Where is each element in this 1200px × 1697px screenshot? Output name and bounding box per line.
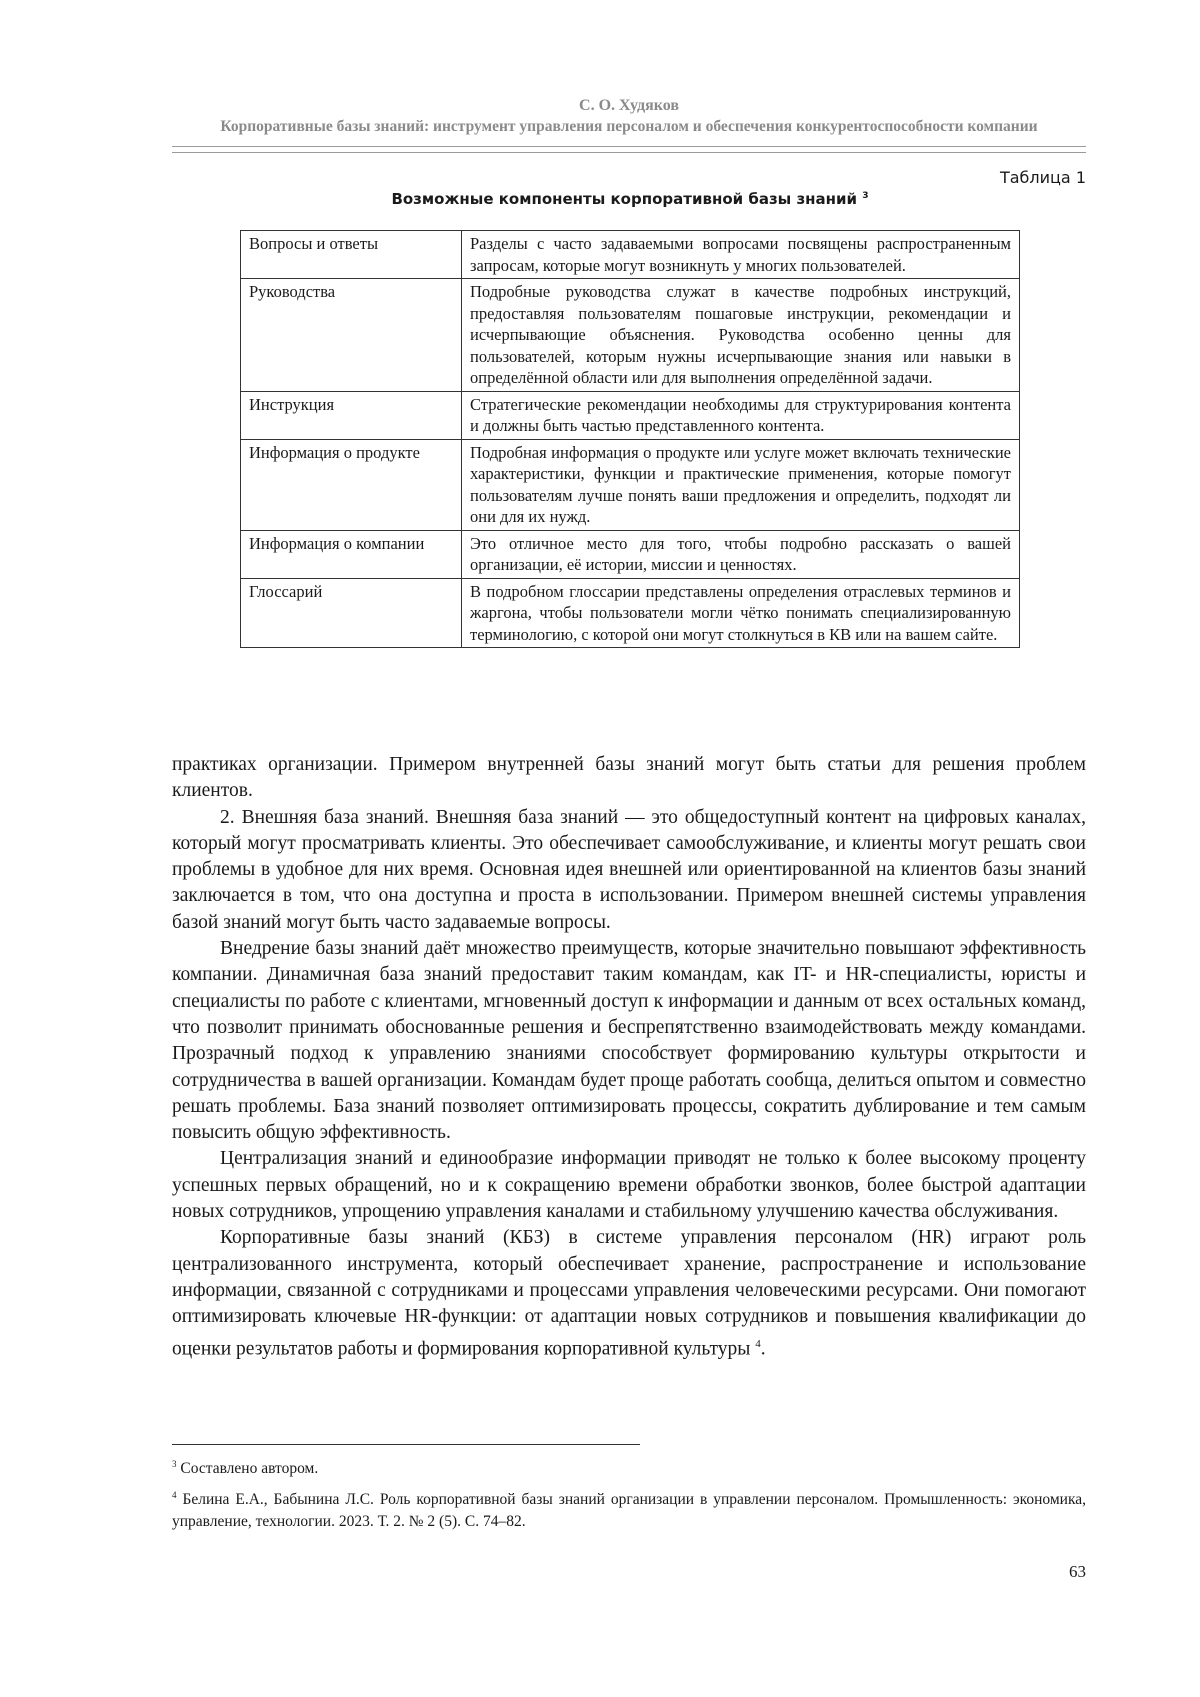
table-row	[241, 439, 1020, 530]
table-row	[241, 279, 1020, 392]
table-cell-description: Это отличное место для того, чтобы подробно рассказать о вашей организации, её истории, миссии и ценностях.	[462, 530, 1020, 578]
table-cell-term: Инструкция	[241, 391, 462, 439]
footnote-text: Белина Е.А., Бабынина Л.С. Роль корпоративной базы знаний организации в управлении персоналом. Промышленность: экономика, управление, технологии. 2023. Т. 2. № 2 (5). С. 74–82.	[172, 1491, 1086, 1531]
footnote-mark: 3	[172, 1459, 177, 1469]
paragraph-text: Корпоративные базы знаний (КБЗ) в системе управления персоналом (HR) играют роль централизованного инструмента, который обеспечивает хранение, распространение и использование информации, связанной с сотрудниками и процессами управления человеческими ресурсами. Они помогают оптимизировать ключевые HR-функции: от адаптации новых сотрудников и повышения квалификации до оценки результатов работы и формирования корпоративной культуры	[172, 1227, 1086, 1360]
table-row	[241, 391, 1020, 439]
page-number: 63	[1069, 1562, 1086, 1581]
paragraph	[172, 1225, 1086, 1362]
footnote-ref: 3	[862, 191, 869, 201]
table-cell-description: В подробном глоссарии представлены определения отраслевых терминов и жаргона, чтобы пользователи могли чётко понимать специализированную терминологию, с которой они могут столкнуться в КВ или на вашем сайте.	[462, 578, 1020, 648]
table-cell-term: Руководства	[241, 279, 462, 392]
table-caption-text: Возможные компоненты корпоративной базы знаний	[391, 190, 858, 208]
paragraph: практиках организации. Примером внутренней базы знаний могут быть статьи для решения проблем клиентов.	[172, 754, 1086, 802]
running-head-author: С. О. Худяков	[579, 97, 679, 114]
table-cell-term: Информация о продукте	[241, 439, 462, 530]
footnote-ref: 4	[755, 1337, 761, 1350]
paragraph: Централизация знаний и единообразие информации приводят не только к более высокому проценту успешных первых обращений, но и к сокращению времени обработки звонков, более быстрой адаптации новых сотрудников, упрощению управления каналами и стабильному улучшению качества обслуживания.	[172, 1148, 1086, 1223]
running-head	[172, 96, 1086, 138]
table-row	[241, 530, 1020, 578]
table-cell-term: Глоссарий	[241, 578, 462, 648]
table-cell-description: Стратегические рекомендации необходимы для структурирования контента и должны быть частью представленного контента.	[462, 391, 1020, 439]
table-cell-description: Подробные руководства служат в качестве подробных инструкций, предоставляя пользователям пошаговые инструкции, рекомендации и исчерпывающие объяснения. Руководства особенно ценны для пользователей, которым нужны исчерпывающие знания или навыки в определённой области или для выполнения определённой задачи.	[462, 279, 1020, 392]
body-text	[172, 752, 1086, 1362]
footnote	[172, 1484, 1086, 1533]
table-row	[241, 578, 1020, 648]
footnote	[172, 1453, 1086, 1480]
table-cell-description: Разделы с часто задаваемыми вопросами посвящены распространенным запросам, которые могут возникнуть у многих пользователей.	[462, 231, 1020, 279]
table-cell-description: Подробная информация о продукте или услуге может включать технические характеристики, функции и практические применения, которые помогут пользователям лучше понять ваши предложения и определить, подходят ли они для их нужд.	[462, 439, 1020, 530]
footnote-rule	[172, 1444, 640, 1445]
header-rule	[172, 146, 1086, 147]
table-row	[241, 231, 1020, 279]
footnote-text: Составлено автором.	[180, 1460, 319, 1478]
table-label: Таблица 1	[999, 168, 1086, 187]
paragraph-end: .	[760, 1338, 766, 1360]
components-table	[240, 230, 1020, 648]
paragraph: Внедрение базы знаний даёт множество преимуществ, которые значительно повышают эффективность компании. Динамичная база знаний предоставит таким командам, как IT- и HR-специалисты, юристы и специалисты по работе с клиентами, мгновенный доступ к информации и данным от всех остальных команд, что позволит принимать обоснованные решения и беспрепятственно взаимодействовать между командами. Прозрачный подход к управлению знаниями способствует формированию культуры открытости и сотрудничества в вашей организации. Командам будет проще работать сообща, делиться опытом и совместно решать проблемы. База знаний позволяет оптимизировать процессы, сократить дублирование и тем самым повысить общую эффективность.	[172, 938, 1086, 1144]
paragraph: 2. Внешняя база знаний. Внешняя база знаний — это общедоступный контент на цифровых каналах, который могут просматривать клиенты. Это обеспечивает самообслуживание, и клиенты могут решать свои проблемы в удобное для них время. Основная идея внешней или ориентированной на клиентов базы знаний заключается в том, что она доступна и проста в использовании. Примером внешней системы управления базой знаний могут быть часто задаваемые вопросы.	[172, 806, 1086, 933]
table-cell-term: Информация о компании	[241, 530, 462, 578]
footnote-mark: 4	[172, 1490, 177, 1501]
header-rule	[172, 152, 1086, 153]
table-cell-term: Вопросы и ответы	[241, 231, 462, 279]
running-head-title: Корпоративные базы знаний: инструмент управления персоналом и обеспечения конкурентоспособности компании	[220, 118, 1038, 135]
footnotes	[172, 1453, 1086, 1537]
table-caption	[240, 190, 1020, 208]
